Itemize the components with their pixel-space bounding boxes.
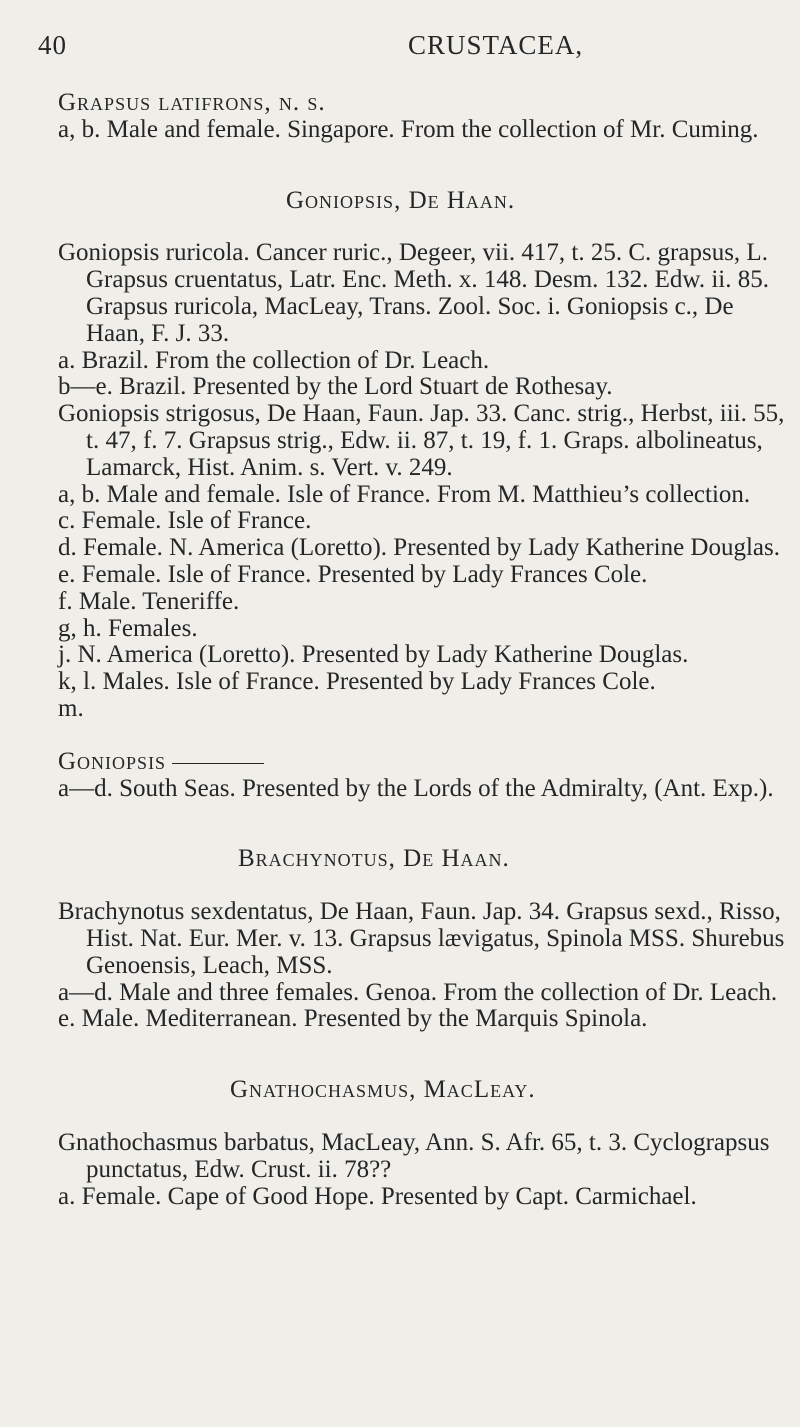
running-title: CRUSTACEA, [408, 30, 584, 60]
specimen-entry: e. Female. Isle of France. Presented by Lady Frances Cole. [58, 560, 648, 588]
specimen-entry: m. [58, 694, 84, 722]
species-synonymy: Goniopsis strigosus, De Haan, Faun. Jap. 33. Canc. strig., Herbst, iii. 55, t. 47, f. 7. Grapsus strig., Edw. ii. 87, t. 19, f. 1. Graps. albolineatus, Lamarck, Hist. Anim. s. Vert. v. 249. [58, 400, 785, 481]
genus-heading: Goniopsis, De Haan. [286, 186, 516, 214]
page-body [58, 90, 798, 1210]
specimen-entry: f. Male. Teneriffe. [58, 587, 240, 615]
blank-rule [172, 763, 264, 764]
specimen-entry: g, h. Females. [58, 614, 198, 642]
specimen-entry: a. Female. Cape of Good Hope. Presented by Capt. Carmichael. [58, 1182, 697, 1210]
specimen-entry: a. Brazil. From the collection of Dr. Leach. [58, 346, 490, 374]
species-heading [58, 749, 798, 776]
specimen-entry: c. Female. Isle of France. [58, 507, 312, 535]
species-synonymy: Brachynotus sexdentatus, De Haan, Faun. Jap. 34. Grapsus sexd., Risso, Hist. Nat. Eur. Mer. v. 13. Grapsus lævigatus, Spinola MSS. Shurebus Genoensis, Leach, MSS. [58, 898, 785, 979]
species-synonymy: Gnathochasmus barbatus, MacLeay, Ann. S. Afr. 65, t. 3. Cyclograpsus punctatus, Edw. Crust. ii. 78?? [58, 1128, 770, 1183]
genus-heading: Gnathochasmus, MacLeay. [230, 1076, 536, 1104]
specimen-entry: a—d. Male and three females. Genoa. From the collection of Dr. Leach. [58, 978, 778, 1006]
species-synonymy: Goniopsis ruricola. Cancer ruric., Degeer, vii. 417, t. 25. C. grapsus, L. Grapsus cruentatus, Latr. Enc. Meth. x. 148. Desm. 132. Edw. ii. 85. Grapsus ruricola, MacLeay, Trans. Zool. Soc. i. Goniopsis c., De Haan, F. J. 33. [58, 239, 769, 347]
specimen-entry: a, b. Male and female. Isle of France. From M. Matthieu’s collection. [58, 480, 751, 508]
specimen-entry: e. Male. Mediterranean. Presented by the Marquis Spinola. [58, 1005, 648, 1033]
page-number: 40 [38, 30, 67, 60]
specimen-entry: a—d. South Seas. Presented by the Lords of the Admiralty, (Ant. Exp.). [58, 774, 774, 802]
specimen-entry: a, b. Male and female. Singapore. From the collection of Mr. Cuming. [58, 115, 759, 143]
specimen-entry: b—e. Brazil. Presented by the Lord Stuart de Rothesay. [58, 373, 613, 401]
page-header [38, 30, 760, 66]
genus-heading: Brachynotus, De Haan. [238, 845, 510, 873]
specimen-entry: k, l. Males. Isle of France. Presented by Lady Frances Cole. [58, 668, 656, 696]
species-name: Goniopsis [58, 747, 167, 775]
specimen-entry: j. N. America (Loretto). Presented by Lady Katherine Douglas. [58, 641, 689, 669]
species-heading: Grapsus latifrons, n. s. [58, 89, 326, 116]
specimen-entry: d. Female. N. America (Loretto). Presented by Lady Katherine Douglas. [58, 534, 780, 562]
